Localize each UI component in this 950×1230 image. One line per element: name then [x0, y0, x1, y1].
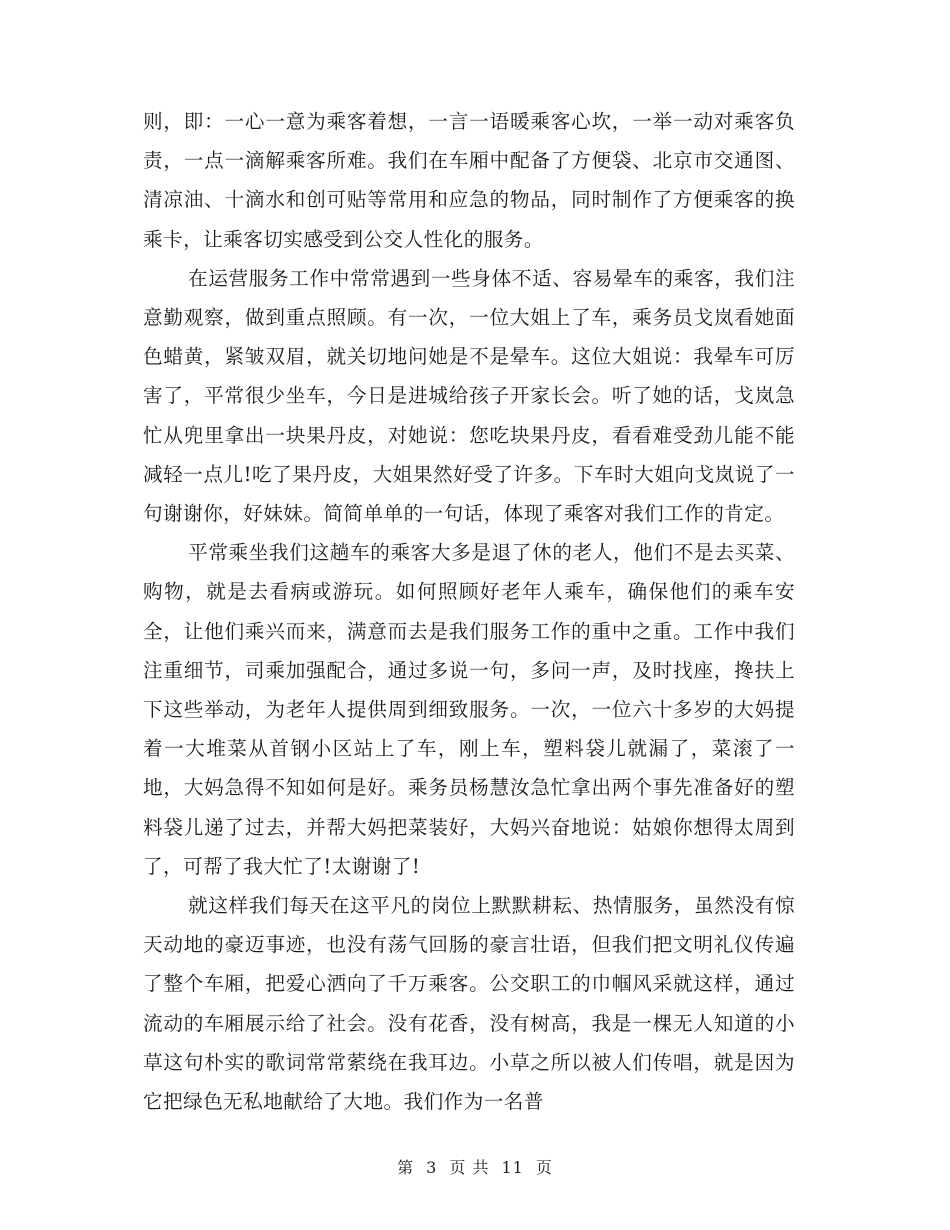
paragraph-carsick-passenger: 在运营服务工作中常常遇到一些身体不适、容易晕车的乘客，我们注意勤观察，做到重点照顾。有一次，一位大姐上了车，乘务员戈岚看她面色蜡黄，紧皱双眉，就关切地问她是不是晕车。这位大姐说：我晕车可厉害了，平常很少坐车，今日是进城给孩子开家长会。听了她的话，戈岚急忙从兜里拿出一块果丹皮，对她说：您吃块果丹皮，看看难受劲儿能不能减轻一点儿!吃了果丹皮，大姐果然好受了许多。下车时大姐向戈岚说了一句谢谢你，好妹妹。简简单单的一句话，体现了乘客对我们工作的肯定。	[143, 266, 795, 526]
footer-total-pages: 11	[501, 1158, 524, 1177]
document-body	[143, 102, 795, 1121]
footer-suffix: 页	[535, 1158, 553, 1177]
paragraph-elderly-passengers: 平常乘坐我们这趟车的乘客大多是退了休的老人，他们不是去买菜、购物，就是去看病或游玩。如何照顾好老年人乘车，确保他们的乘车安全，让他们乘兴而来，满意而去是我们服务工作的重中之重。工作中我们注重细节，司乘加强配合，通过多说一句，多问一声，及时找座，搀扶上下这些举动，为老年人提供周到细致服务。一次，一位六十多岁的大妈提着一大堆菜从首钢小区站上了车，刚上车，塑料袋儿就漏了，菜滚了一地，大妈急得不知如何是好。乘务员杨慧汝急忙拿出两个事先准备好的塑料袋儿递了过去，并帮大妈把菜装好，大妈兴奋地说：姑娘你想得太周到了，可帮了我大忙了!太谢谢了!	[143, 541, 795, 878]
footer-middle: 页 共	[449, 1158, 490, 1177]
paragraph-continuation: 则，即：一心一意为乘客着想，一言一语暖乘客心坎，一举一动对乘客负责，一点一滴解乘客所难。我们在车厢中配备了方便袋、北京市交通图、清凉油、十滴水和创可贴等常用和应急的物品，同时制作了方便乘客的换乘卡，让乘客切实感受到公交人性化的服务。	[143, 110, 795, 251]
page-footer	[0, 1155, 950, 1178]
footer-page-number: 3	[426, 1158, 438, 1177]
paragraph-conclusion: 就这样我们每天在这平凡的岗位上默默耕耘、热情服务，虽然没有惊天动地的豪迈事迹，也没有荡气回肠的豪言壮语，但我们把文明礼仪传遍了整个车厢，把爱心洒向了千万乘客。公交职工的巾帼风采就这样，通过流动的车厢展示给了社会。没有花香，没有树高，我是一棵无人知道的小草这句朴实的歌词常常萦绕在我耳边。小草之所以被人们传唱，就是因为它把绿色无私地献给了大地。我们作为一名普	[143, 894, 795, 1114]
footer-prefix: 第	[397, 1158, 415, 1177]
